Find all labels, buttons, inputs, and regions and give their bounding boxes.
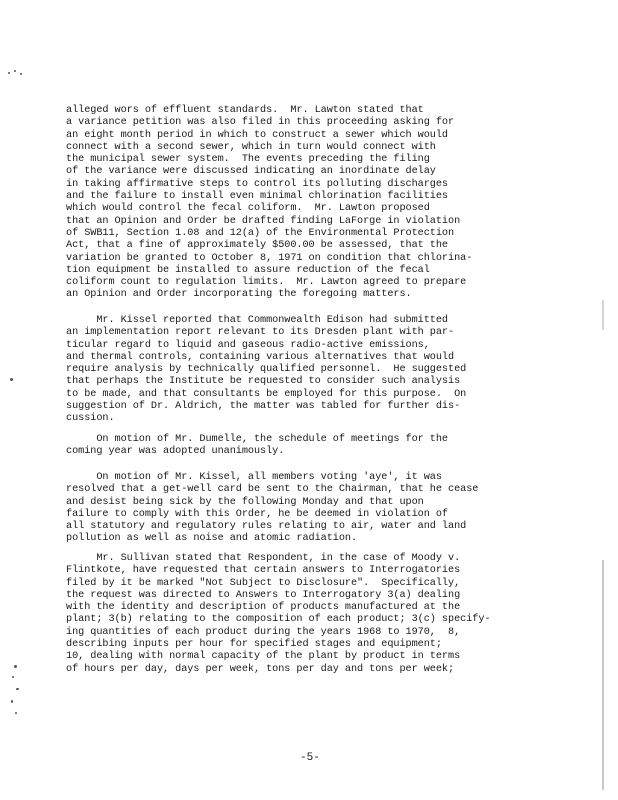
scan-speck [20, 73, 22, 75]
text-line: and the failure to install even minimal chlorination facilities [66, 191, 449, 203]
text-line: connect with a second sewer, which in turn would connect with [66, 141, 436, 153]
paragraph-moody-v-flintkote [66, 553, 516, 676]
paragraph-get-well-resolution [66, 472, 516, 546]
text-line: ing quantities of each product during the years 1968 to 1970, 8, [66, 626, 461, 638]
scan-speck [16, 688, 19, 690]
text-line: tion equipment be installed to assure reduction of the fecal [66, 264, 430, 276]
paragraph-lawton-variance [66, 105, 516, 302]
text-line: describing inputs per hour for specified stages and equipment; [66, 639, 442, 651]
text-line: and desist being sick by the following Monday and that upon [66, 496, 424, 508]
text-line: ticular regard to liquid and gaseous radio-active emissions, [66, 339, 430, 351]
text-line: an eight month period in which to construct a sewer which would [66, 129, 449, 141]
text-line: require analysis by technically qualified personnel. He suggested [66, 364, 467, 376]
text-line: the municipal sewer system. The events preceding the filing [66, 154, 430, 166]
text-line: pollution as well as noise and atomic radiation. [66, 533, 358, 545]
text-line: Mr. Sullivan stated that Respondent, in the case of Moody v. [66, 553, 461, 564]
text-line: cussion. [66, 413, 115, 425]
text-line: Flintkote, have requested that certain answers to Interrogatories [66, 565, 461, 577]
text-line: with the identity and description of products manufactured at the [66, 602, 461, 614]
text-line: in taking affirmative steps to control its polluting discharges [66, 178, 449, 190]
scan-speck [14, 70, 16, 72]
text-line: of SWB11, Section 1.08 and 12(a) of the Environmental Protection [66, 227, 455, 239]
text-line: and thermal controls, containing various alternatives that would [66, 351, 455, 363]
scan-edge-mark [602, 300, 604, 330]
scan-speck [8, 72, 10, 74]
text-line: On motion of Mr. Kissel, all members voting 'aye', it was [66, 472, 442, 483]
text-line: resolved that a get-well card be sent to the Chairman, that he cease [66, 484, 479, 496]
scan-speck [11, 700, 13, 703]
text-line: an Opinion and Order incorporating the foregoing matters. [66, 289, 412, 301]
text-line: that perhaps the Institute be requested to consider such analysis [66, 376, 461, 388]
text-line: Mr. Kissel reported that Commonwealth Edison had submitted [66, 315, 449, 326]
text-line: of hours per day, days per week, tons per day and tons per week; [66, 663, 455, 675]
scan-speck [14, 665, 17, 668]
page-number: -5- [300, 752, 320, 764]
scan-speck [12, 676, 14, 678]
text-line: all statutory and regulatory rules relating to air, water and land [66, 521, 467, 533]
text-line: coliform count to regulation limits. Mr. Lawton agreed to prepare [66, 277, 467, 289]
text-line: 10, dealing with normal capacity of the plant by product in terms [66, 651, 461, 663]
text-line: Act, that a fine of approximately $500.00 be assessed, that the [66, 240, 449, 252]
text-line: an implementation report relevant to its Dresden plant with par- [66, 327, 455, 339]
paragraph-kissel-dresden [66, 315, 516, 426]
text-line: alleged wors of effluent standards. Mr. Lawton stated that [66, 105, 424, 116]
text-line: which would control the fecal coliform. Mr. Lawton proposed [66, 203, 430, 215]
text-line: that an Opinion and Order be drafted finding LaForge in violation [66, 215, 461, 227]
scan-speck [15, 712, 17, 714]
text-line: of the variance were discussed indicating an inordinate delay [66, 166, 436, 178]
text-line: coming year was adopted unanimously. [66, 446, 285, 458]
text-line: a variance petition was also filed in this proceeding asking for [66, 117, 455, 129]
text-line: the request was directed to Answers to Interrogatory 3(a) dealing [66, 589, 461, 601]
text-line: suggestion of Dr. Aldrich, the matter was tabled for further dis- [66, 401, 461, 413]
text-line: On motion of Mr. Dumelle, the schedule of meetings for the [66, 434, 449, 445]
scan-edge-mark [602, 560, 604, 790]
text-line: filed by it be marked "Not Subject to Disclosure". Specifically, [66, 577, 461, 589]
text-line: failure to comply with this Order, he be deemed in violation of [66, 508, 449, 520]
text-line: variation be granted to October 8, 1971 on condition that chlorina- [66, 252, 473, 264]
text-line: plant; 3(b) relating to the composition of each product; 3(c) specify- [66, 614, 491, 626]
paragraph-schedule-of-meetings [66, 434, 516, 459]
scan-speck [10, 378, 13, 381]
text-line: to be made, and that consultants be employed for this purpose. On [66, 388, 467, 400]
